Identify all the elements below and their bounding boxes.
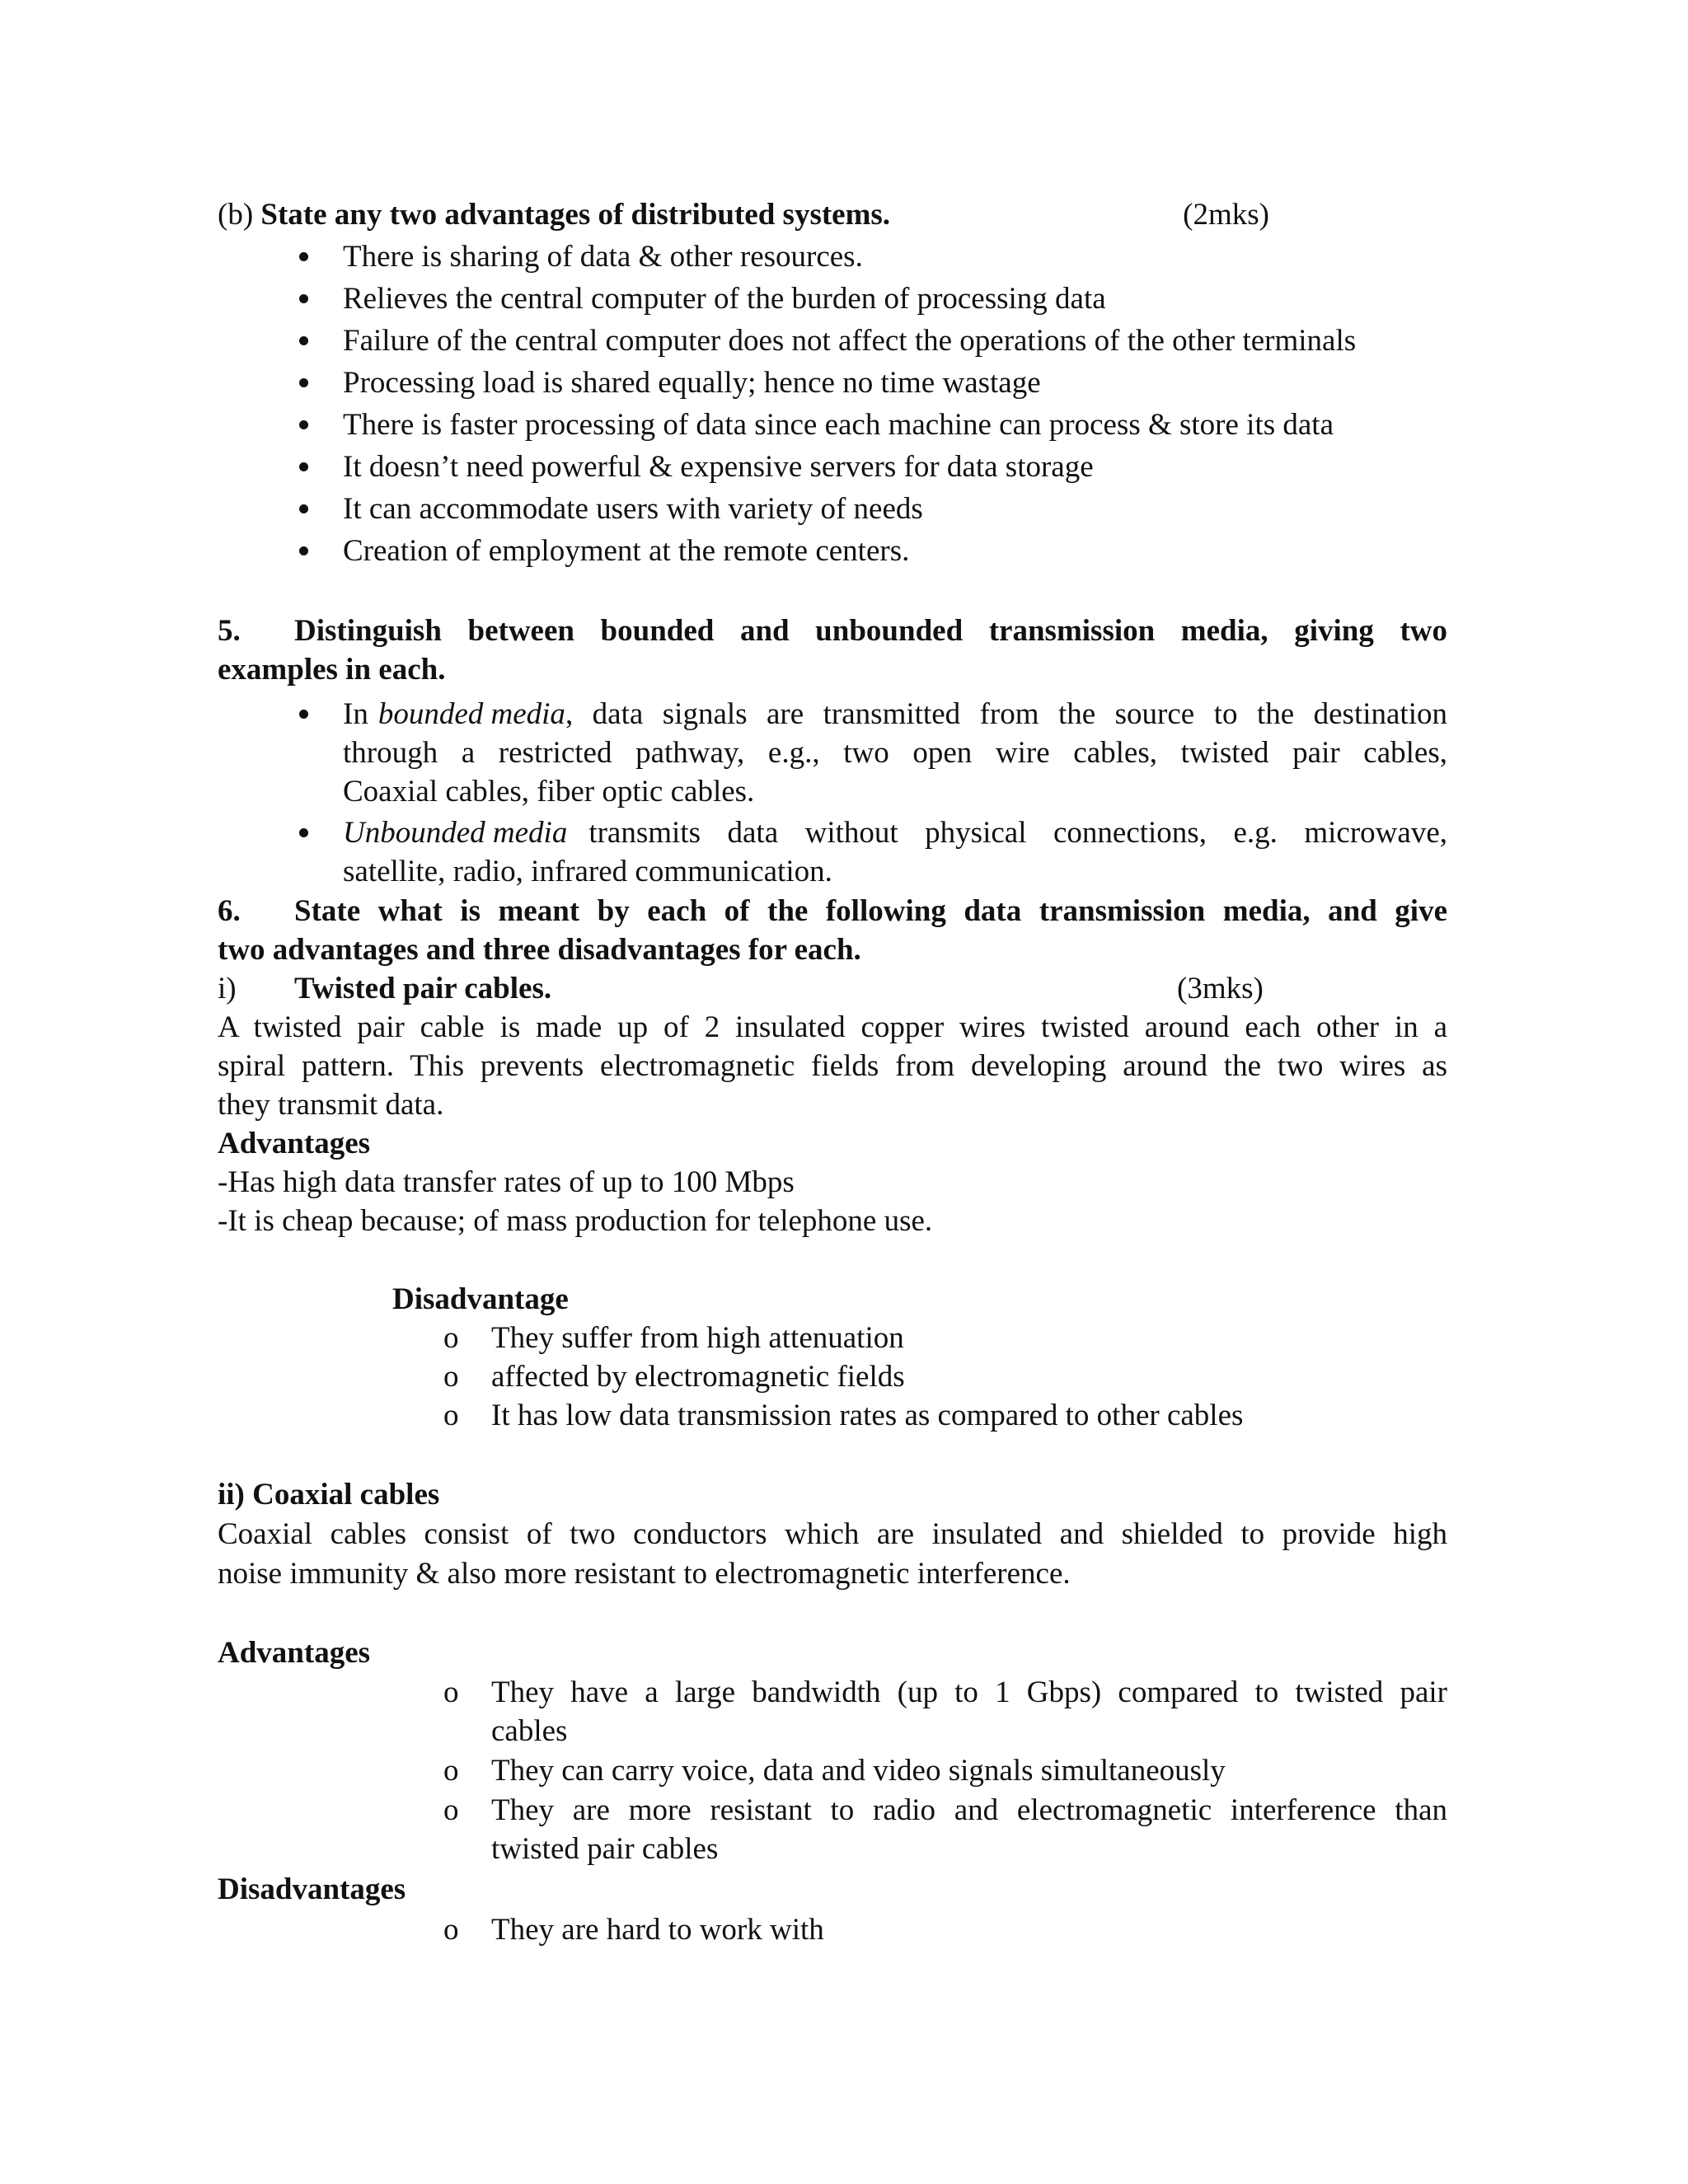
bullet-icon bbox=[299, 710, 308, 719]
coaxial-disadvantage-item: They are hard to work with bbox=[491, 1913, 824, 1947]
bullet-icon bbox=[299, 420, 308, 429]
coaxial-advantages-heading: Advantages bbox=[218, 1636, 371, 1670]
bullet-icon bbox=[299, 252, 308, 261]
coaxial-advantage-item: They can carry voice, data and video signals simultaneously bbox=[491, 1754, 1226, 1788]
q6-question-line2: two advantages and three disadvantages for each. bbox=[218, 933, 861, 967]
coaxial-advantage-item: They have a large bandwidth (up to 1 Gbps) compared to twisted pair bbox=[491, 1675, 1447, 1709]
circle-bullet-icon: o bbox=[443, 1913, 459, 1947]
twisted-disadvantage-item: They suffer from high attenuation bbox=[491, 1321, 904, 1355]
circle-bullet-icon: o bbox=[443, 1321, 459, 1355]
twisted-advantage-item: -Has high data transfer rates of up to 100 Mbps bbox=[218, 1165, 795, 1199]
q5-item1-line2: through a restricted pathway, e.g., two open wire cables, twisted pair cables, bbox=[343, 736, 1447, 770]
twisted-disadvantage-item: It has low data transmission rates as compared to other cables bbox=[491, 1399, 1244, 1432]
q5-item1-line1 bbox=[343, 696, 1447, 733]
coaxial-desc-line2: noise immunity & also more resistant to electromagnetic interference. bbox=[218, 1557, 1071, 1591]
twisted-marks: (3mks) bbox=[1177, 972, 1264, 1005]
q5-item1-term: bounded media bbox=[377, 697, 565, 731]
coaxial-advantage-item: They are more resistant to radio and electromagnetic interference than bbox=[491, 1793, 1447, 1827]
bullet-icon bbox=[299, 462, 308, 471]
circle-bullet-icon: o bbox=[443, 1793, 459, 1827]
coaxial-disadvantages-heading: Disadvantages bbox=[218, 1872, 406, 1906]
twisted-advantages-heading: Advantages bbox=[218, 1127, 371, 1160]
bullet-icon bbox=[299, 336, 308, 345]
part-b-question: State any two advantages of distributed systems. bbox=[260, 198, 891, 232]
part-b-heading bbox=[218, 197, 1269, 233]
twisted-advantage-item: -It is cheap because; of mass production for telephone use. bbox=[218, 1204, 933, 1238]
q5-question-line2: examples in each. bbox=[218, 653, 446, 687]
list-item: It can accommodate users with variety of needs bbox=[343, 492, 923, 526]
q5-item1-rest: , data signals are transmitted from the source to the destination bbox=[565, 697, 1447, 731]
bullet-icon bbox=[299, 828, 308, 837]
part-b-label: (b) bbox=[218, 198, 254, 232]
q5-item2-line2: satellite, radio, infrared communication. bbox=[343, 855, 832, 888]
list-item: There is faster processing of data since each machine can process & store its data bbox=[343, 408, 1334, 442]
list-item: Creation of employment at the remote centers. bbox=[343, 534, 910, 568]
circle-bullet-icon: o bbox=[443, 1360, 459, 1394]
list-item: It doesn’t need powerful & expensive servers for data storage bbox=[343, 450, 1094, 484]
part-b-marks: (2mks) bbox=[1183, 198, 1269, 232]
list-item: Processing load is shared equally; hence no time wastage bbox=[343, 366, 1041, 400]
twisted-disadvantage-item: affected by electromagnetic fields bbox=[491, 1360, 905, 1394]
circle-bullet-icon: o bbox=[443, 1399, 459, 1432]
coaxial-desc-line1: Coaxial cables consist of two conductors which are insulated and shielded to provide high bbox=[218, 1517, 1447, 1551]
list-item: Failure of the central computer does not affect the operations of the other terminals bbox=[343, 324, 1357, 358]
twisted-title: Twisted pair cables. bbox=[294, 972, 552, 1005]
q6-question-line1: State what is meant by each of the following data transmission media, and give bbox=[294, 894, 1447, 928]
list-item: Relieves the central computer of the burden of processing data bbox=[343, 282, 1106, 316]
twisted-desc-line3: they transmit data. bbox=[218, 1088, 444, 1122]
coaxial-advantage-item-cont: cables bbox=[491, 1714, 568, 1748]
bullet-icon bbox=[299, 378, 308, 387]
circle-bullet-icon: o bbox=[443, 1754, 459, 1788]
bullet-icon bbox=[299, 504, 308, 513]
list-item: There is sharing of data & other resources. bbox=[343, 240, 863, 274]
q5-number: 5. bbox=[218, 614, 241, 648]
q5-question-line1: Distinguish between bounded and unbounded transmission media, giving two bbox=[294, 614, 1447, 648]
twisted-label: i) bbox=[218, 972, 237, 1005]
circle-bullet-icon: o bbox=[443, 1675, 459, 1709]
twisted-disadvantage-heading: Disadvantage bbox=[392, 1282, 569, 1316]
twisted-desc-line1: A twisted pair cable is made up of 2 insulated copper wires twisted around each other in a bbox=[218, 1010, 1447, 1044]
twisted-desc-line2: spiral pattern. This prevents electromagnetic fields from developing around the two wires as bbox=[218, 1049, 1447, 1083]
q6-number: 6. bbox=[218, 894, 241, 928]
q5-item1-line3: Coaxial cables, fiber optic cables. bbox=[343, 775, 755, 808]
coaxial-advantage-item-cont: twisted pair cables bbox=[491, 1832, 719, 1866]
coaxial-title: ii) Coaxial cables bbox=[218, 1478, 440, 1511]
q5-item2-term: Unbounded media bbox=[343, 816, 568, 850]
q5-item2-rest: transmits data without physical connections, e.g. microwave, bbox=[588, 816, 1447, 850]
bullet-icon bbox=[299, 546, 308, 555]
q5-item1-prefix: In bbox=[343, 697, 368, 731]
bullet-icon bbox=[299, 294, 308, 303]
q5-item2-line1 bbox=[343, 815, 1447, 851]
